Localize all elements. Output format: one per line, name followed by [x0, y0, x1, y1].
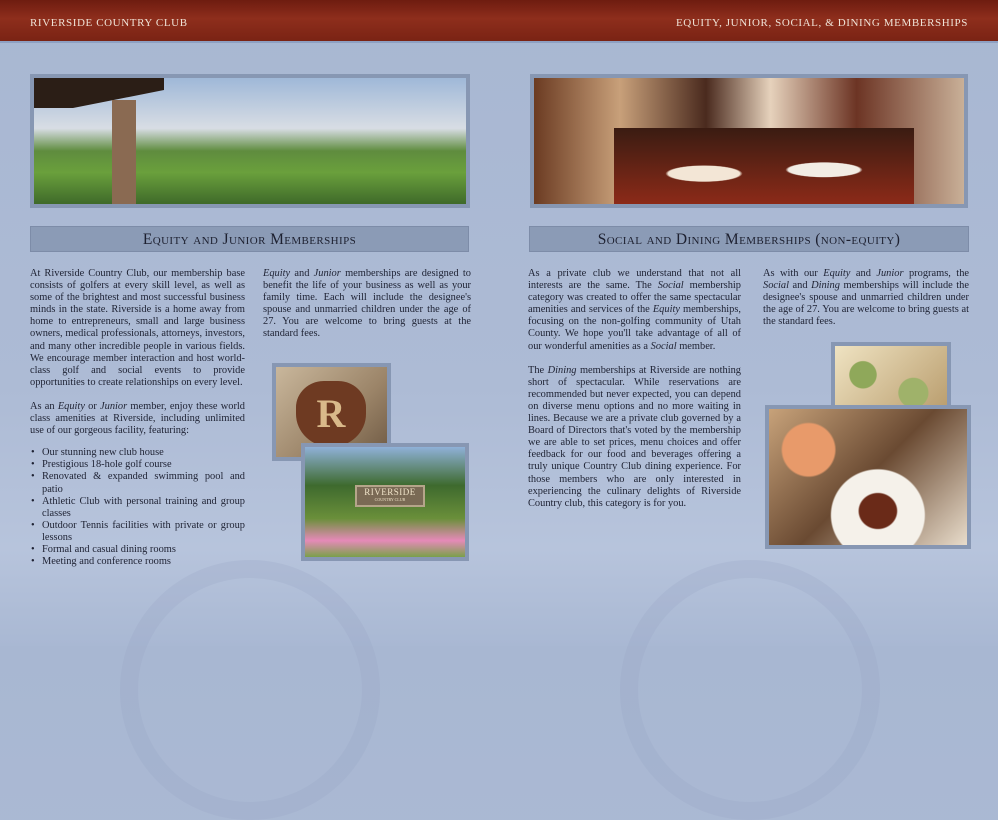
italic-term: Social: [763, 280, 789, 292]
amenity-item: • Prestigious 18-hole golf course: [30, 459, 245, 471]
italic-term: Equity: [263, 268, 291, 279]
text-run: memberships are designed to benefit the life of your business as well as your family time. Each will include the designee's spouse and unmarried children under the age of 27. You are welcome to bring guests at the standard fees.: [263, 268, 471, 340]
italic-term: Equity: [652, 304, 680, 316]
text-run: programs, the: [903, 268, 969, 279]
italic-term: Equity: [57, 400, 85, 412]
sign-subtext: COUNTRY CLUB: [374, 497, 406, 502]
text-run: memberships will include the designee's spouse and unmarried children under the age of 27. You are welcome to bring guests at the standard fees.: [763, 280, 969, 328]
italic-term: Dining: [547, 364, 577, 376]
text-run: As an: [30, 400, 58, 412]
right-column-2: [763, 268, 969, 340]
text-block: [763, 268, 969, 328]
italic-term: Social: [650, 340, 677, 352]
header-section-title: EQUITY, JUNIOR, SOCIAL, & DINING MEMBERSHIPS: [675, 17, 968, 29]
text-run: membership category was created to offer the same spectacular amenities and services of the: [528, 280, 741, 316]
italic-term: Junior: [100, 400, 128, 412]
text-run: The: [528, 364, 548, 376]
plated-dinner-photo: [765, 405, 971, 549]
text-run: memberships, focusing on the non-golfing community of Utah County. We hope you'll take advantage of all of our wonderful amenities as a: [528, 304, 741, 352]
amenity-item: • Our stunning new club house: [30, 447, 245, 459]
paragraph: [763, 268, 969, 328]
right-column-1: [528, 268, 741, 522]
text-block: [30, 268, 245, 437]
text-block: [528, 268, 741, 510]
paragraph: [528, 365, 741, 510]
paragraph: [528, 268, 741, 353]
text-run: As a private club we understand that not all interests are the same. The: [528, 268, 741, 292]
amenity-item: • Meeting and conference rooms: [30, 556, 245, 568]
italic-term: Junior: [313, 268, 341, 279]
text-run: memberships at Riverside are nothing short of spectacular. While reservations are recommended but never expected, you can depend on diverse menu options and no more waiting in lines. Because we are a private club governed by a Board of Directors that's voted by the membership we are able to set prices, menu choices and offer feedback for our food and beverages offering a truly unique Country Club dining experience. For those members who are only interested in experiencing the culinary delights of Riverside Country club, this category is for you.: [528, 364, 741, 509]
dining-event-photo: [530, 74, 968, 208]
crest-emblem: R: [296, 381, 366, 447]
text-run: member.: [676, 340, 716, 352]
amenity-item: • Renovated & expanded swimming pool and patio: [30, 471, 245, 495]
section-heading-equity: Equity and Junior Memberships: [30, 226, 469, 252]
header-club-name: RIVERSIDE COUNTRY CLUB: [30, 17, 188, 29]
amenity-item: • Formal and casual dining rooms: [30, 544, 245, 556]
guests: [614, 128, 914, 204]
amenity-item: • Athletic Club with personal training and group classes: [30, 496, 245, 520]
italic-term: Social: [657, 280, 684, 292]
text-run: At Riverside Country Club, our membership base consists of golfers at every skill level, as well as some of the brightest and most successful business minds in the state. Riverside is a home away from home to entrepreneurs, small and large business owners, medical professionals, attorneys, investors, and many other incredible people in various fields. We encourage member interaction and host world-class golf and social events to provide opportunities to create relationships on every level.: [30, 268, 245, 388]
text-run: and: [290, 268, 314, 279]
text-run: As with our: [763, 268, 824, 279]
pavilion-roof: [34, 78, 164, 108]
text-run: or: [84, 400, 101, 412]
decorative-swirl: [620, 560, 880, 820]
italic-term: Junior: [876, 268, 904, 279]
amenities-list: [30, 447, 245, 568]
italic-term: Equity: [823, 268, 851, 279]
left-column-1: [30, 268, 245, 568]
paragraph: [263, 268, 471, 341]
golf-course-panorama-photo: [30, 74, 470, 208]
section-heading-social: Social and Dining Memberships (non-equity): [529, 226, 969, 252]
entrance-sign: [355, 485, 425, 507]
paragraph: [30, 268, 245, 389]
left-column-2: [263, 268, 471, 353]
pavilion-pillar: [112, 100, 136, 204]
text-run: member, enjoy these world class amenities at Riverside, including unlimited use of our gorgeous facility, featuring:: [30, 400, 245, 437]
sign-text: RIVERSIDE: [364, 487, 416, 497]
riverside-sign-photo: [301, 443, 469, 561]
decorative-swirl: [120, 560, 380, 820]
text-block: [263, 268, 471, 341]
text-run: and: [850, 268, 877, 279]
text-run: and: [788, 280, 812, 292]
italic-term: Dining: [811, 280, 840, 292]
amenity-item: • Outdoor Tennis facilities with private or group lessons: [30, 520, 245, 544]
header-bar: [0, 0, 998, 43]
paragraph: [30, 401, 245, 437]
